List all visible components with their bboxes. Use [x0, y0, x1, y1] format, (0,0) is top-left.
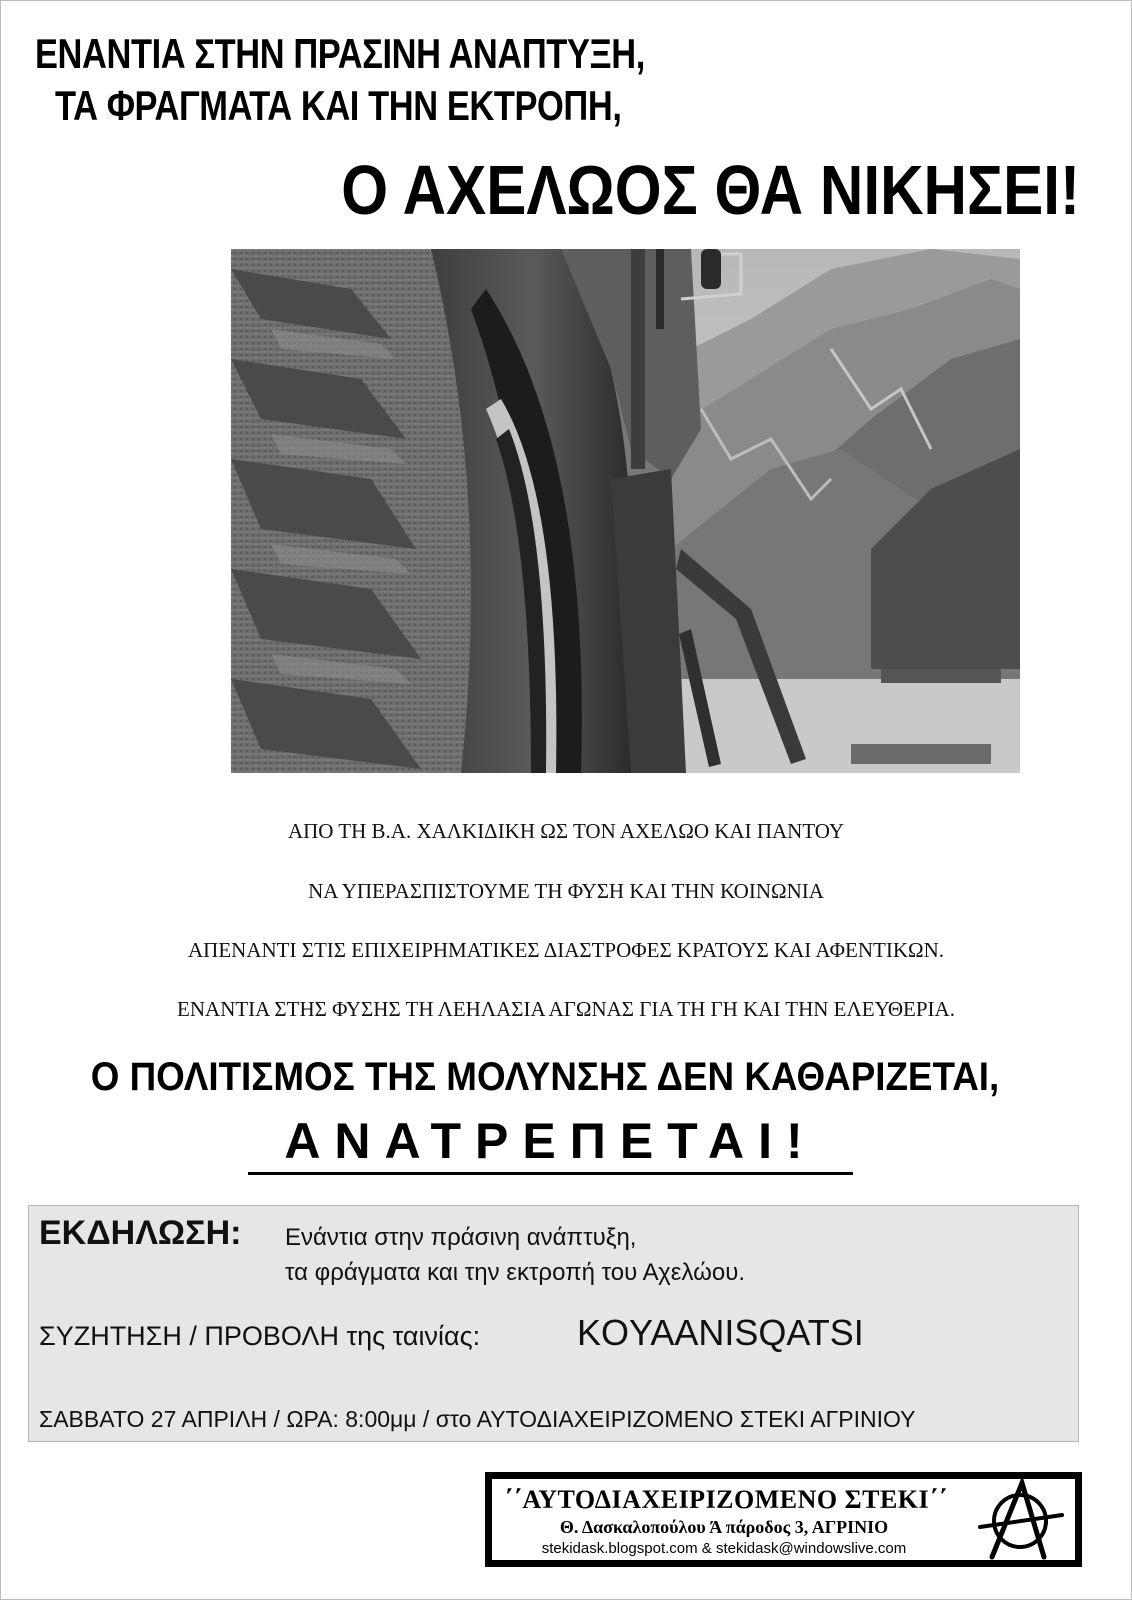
event-film-title: KOYAANISQATSI	[577, 1312, 864, 1353]
venue-stamp	[485, 1472, 1082, 1567]
event-description-line-2: τα φράγματα και την εκτροπή του Αχελώου.	[285, 1259, 745, 1286]
event-description-line-1: Ενάντια στην πράσινη ανάπτυξη,	[285, 1224, 637, 1251]
bulldozer-tire-mountains-photo	[231, 249, 1020, 773]
venue-stamp-inner	[492, 1479, 1075, 1560]
event-discussion: ΣΥΖΗΤΗΣΗ / ΠΡΟΒΟΛΗ της ταινίας:	[39, 1321, 481, 1351]
body-line-3: ΑΠΕΝΑΝΤΙ ΣΤΙΣ ΕΠΙΧΕΙΡΗΜΑΤΙΚΕΣ ΔΙΑΣΤΡΟΦΕΣ ΚΡΑΤΟΥΣ ΚΑΙ ΑΦΕΝΤΙΚΩΝ.	[188, 938, 944, 962]
event-box	[28, 1205, 1079, 1442]
body-line-4: ΕΝΑΝΤΙΑ ΣΤΗΣ ΦΥΣΗΣ ΤΗ ΛΕΗΛΑΣΙΑ ΑΓΩΝΑΣ ΓΙΑ ΤΗ ΓΗ ΚΑΙ ΤΗΝ ΕΛΕΥΘΕΡΙΑ.	[177, 997, 955, 1021]
anarchy-symbol-icon	[970, 1479, 1070, 1560]
slogan-line-1: Ο ΠΟΛΙΤΙΣΜΟΣ ΤΗΣ ΜΟΛΥΝΣΗΣ ΔΕΝ ΚΑΘΑΡΙΖΕΤΑΙ,	[90, 1055, 1000, 1099]
venue-name: ΄΄ΑΥΤΟΔΙΑΧΕΙΡΙΖΟΜΕΝΟ ΣΤΕΚΙ΄΄	[504, 1485, 948, 1514]
headline-line-2: ΤΑ ΦΡΑΓΜΑΤΑ ΚΑΙ ΤΗΝ ΕΚΤΡΟΠΗ,	[55, 82, 622, 129]
headline-line-1: ΕΝΑΝΤΙΑ ΣΤΗΝ ΠΡΑΣΙΝΗ ΑΝΑΠΤΥΞΗ,	[35, 30, 645, 77]
headline-main: Ο ΑΧΕΛΩΟΣ ΘΑ ΝΙΚΗΣΕΙ!	[341, 151, 1080, 229]
slogan-line-2: ΑΝΑΤΡΕΠΕΤΑΙ!	[248, 1112, 853, 1175]
venue-address: Θ. Δασκαλοπούλου Ά πάροδος 3, ΑΓΡΙΝΙΟ	[559, 1517, 889, 1537]
venue-contact: stekidask.blogspot.com & stekidask@windowslive.com	[541, 1540, 907, 1557]
body-line-2: ΝΑ ΥΠΕΡΑΣΠΙΣΤΟΥΜΕ ΤΗ ΦΥΣΗ ΚΑΙ ΤΗΝ ΚΟΙΝΩΝΙΑ	[308, 879, 824, 903]
body-line-1: ΑΠΟ ΤΗ Β.Α. ΧΑΛΚΙΔΙΚΗ ΩΣ ΤΟΝ ΑΧΕΛΩΟ ΚΑΙ ΠΑΝΤΟΥ	[287, 819, 845, 843]
event-label: ΕΚΔΗΛΩΣΗ:	[39, 1214, 242, 1252]
event-date-line: ΣΑΒΒΑΤΟ 27 ΑΠΡΙΛΗ / ΩΡΑ: 8:00μμ / στο ΑΥΤΟΔΙΑΧΕΙΡΙΖΟΜΕΝΟ ΣΤΕΚΙ ΑΓΡΙΝΙΟΥ	[39, 1406, 916, 1432]
